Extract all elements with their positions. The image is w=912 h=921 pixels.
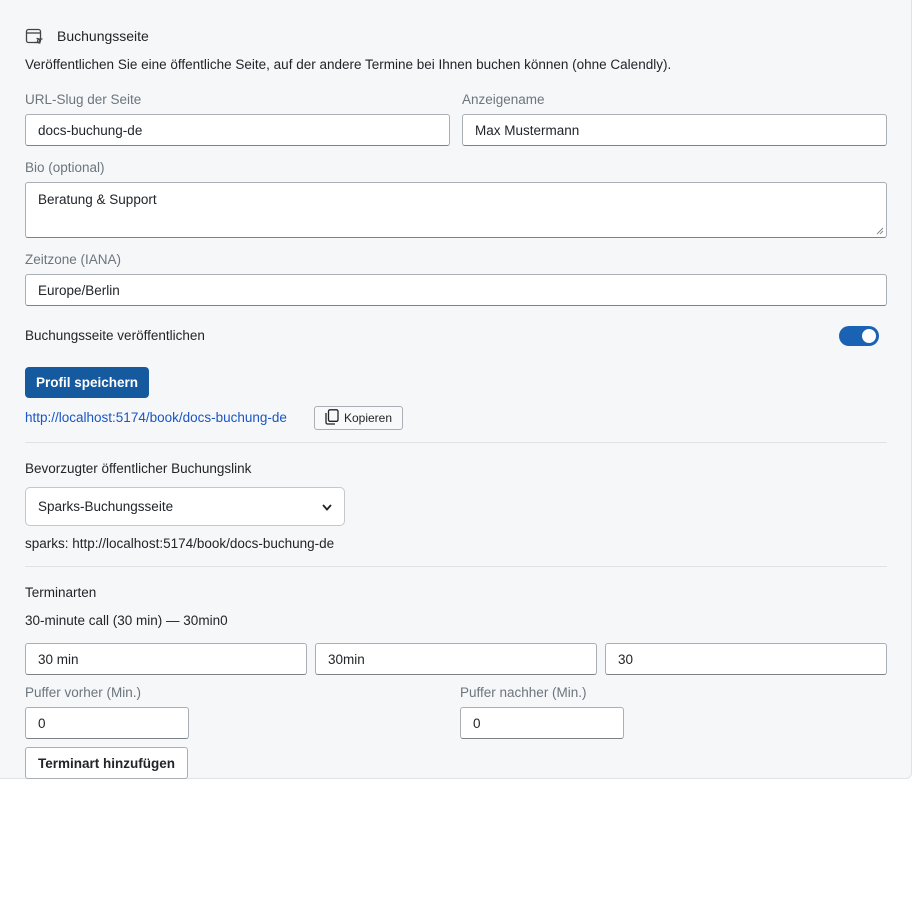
divider <box>25 442 887 443</box>
event-slug-input[interactable]: 30min <box>315 643 597 675</box>
publish-label: Buchungsseite veröffentlichen <box>25 328 205 343</box>
chevron-down-icon <box>322 499 332 514</box>
save-profile-button[interactable]: Profil speichern <box>25 367 149 398</box>
bio-textarea[interactable] <box>25 182 887 238</box>
buffer-before-label: Puffer vorher (Min.) <box>25 685 142 700</box>
bio-text: Beratung & Support <box>38 192 157 207</box>
event-type-summary: 30-minute call (30 min) — 30min0 <box>25 613 228 628</box>
timezone-input[interactable]: Europe/Berlin <box>25 274 887 306</box>
section-title: Buchungsseite <box>57 28 149 44</box>
display-name-label: Anzeigename <box>462 92 545 107</box>
buffer-before-input[interactable]: 0 <box>25 707 189 739</box>
timezone-label: Zeitzone (IANA) <box>25 252 122 267</box>
slug-input[interactable]: docs-buchung-de <box>25 114 450 146</box>
preferred-link-select[interactable] <box>25 487 345 526</box>
buffer-after-input[interactable]: 0 <box>460 707 624 739</box>
preferred-link-label: Bevorzugter öffentlicher Buchungslink <box>25 461 252 476</box>
buffer-after-label: Puffer nachher (Min.) <box>460 685 587 700</box>
resize-handle-icon[interactable] <box>876 227 884 235</box>
section-description: Veröffentlichen Sie eine öffentliche Seite, auf der andere Termine bei Ihnen buchen können (ohne Calendly). <box>25 57 672 72</box>
publish-toggle[interactable] <box>839 326 879 346</box>
preferred-link-selected: Sparks-Buchungsseite <box>38 499 174 514</box>
divider <box>25 566 887 567</box>
copy-icon <box>325 409 339 428</box>
copy-button[interactable] <box>314 406 403 430</box>
bio-label: Bio (optional) <box>25 160 105 175</box>
add-event-type-button[interactable]: Terminart hinzufügen <box>25 747 188 779</box>
display-name-input[interactable]: Max Mustermann <box>462 114 887 146</box>
event-name-input[interactable]: 30 min <box>25 643 307 675</box>
calendar-link-icon <box>25 27 45 47</box>
toggle-knob <box>862 329 876 343</box>
public-url-link[interactable]: http://localhost:5174/book/docs-buchung-de <box>25 410 287 425</box>
copy-button-label: Kopieren <box>343 411 393 425</box>
slug-label: URL-Slug der Seite <box>25 92 142 107</box>
event-types-heading: Terminarten <box>25 585 97 600</box>
event-duration-input[interactable]: 30 <box>605 643 887 675</box>
preferred-link-resolved: sparks: http://localhost:5174/book/docs-buchung-de <box>25 536 335 551</box>
